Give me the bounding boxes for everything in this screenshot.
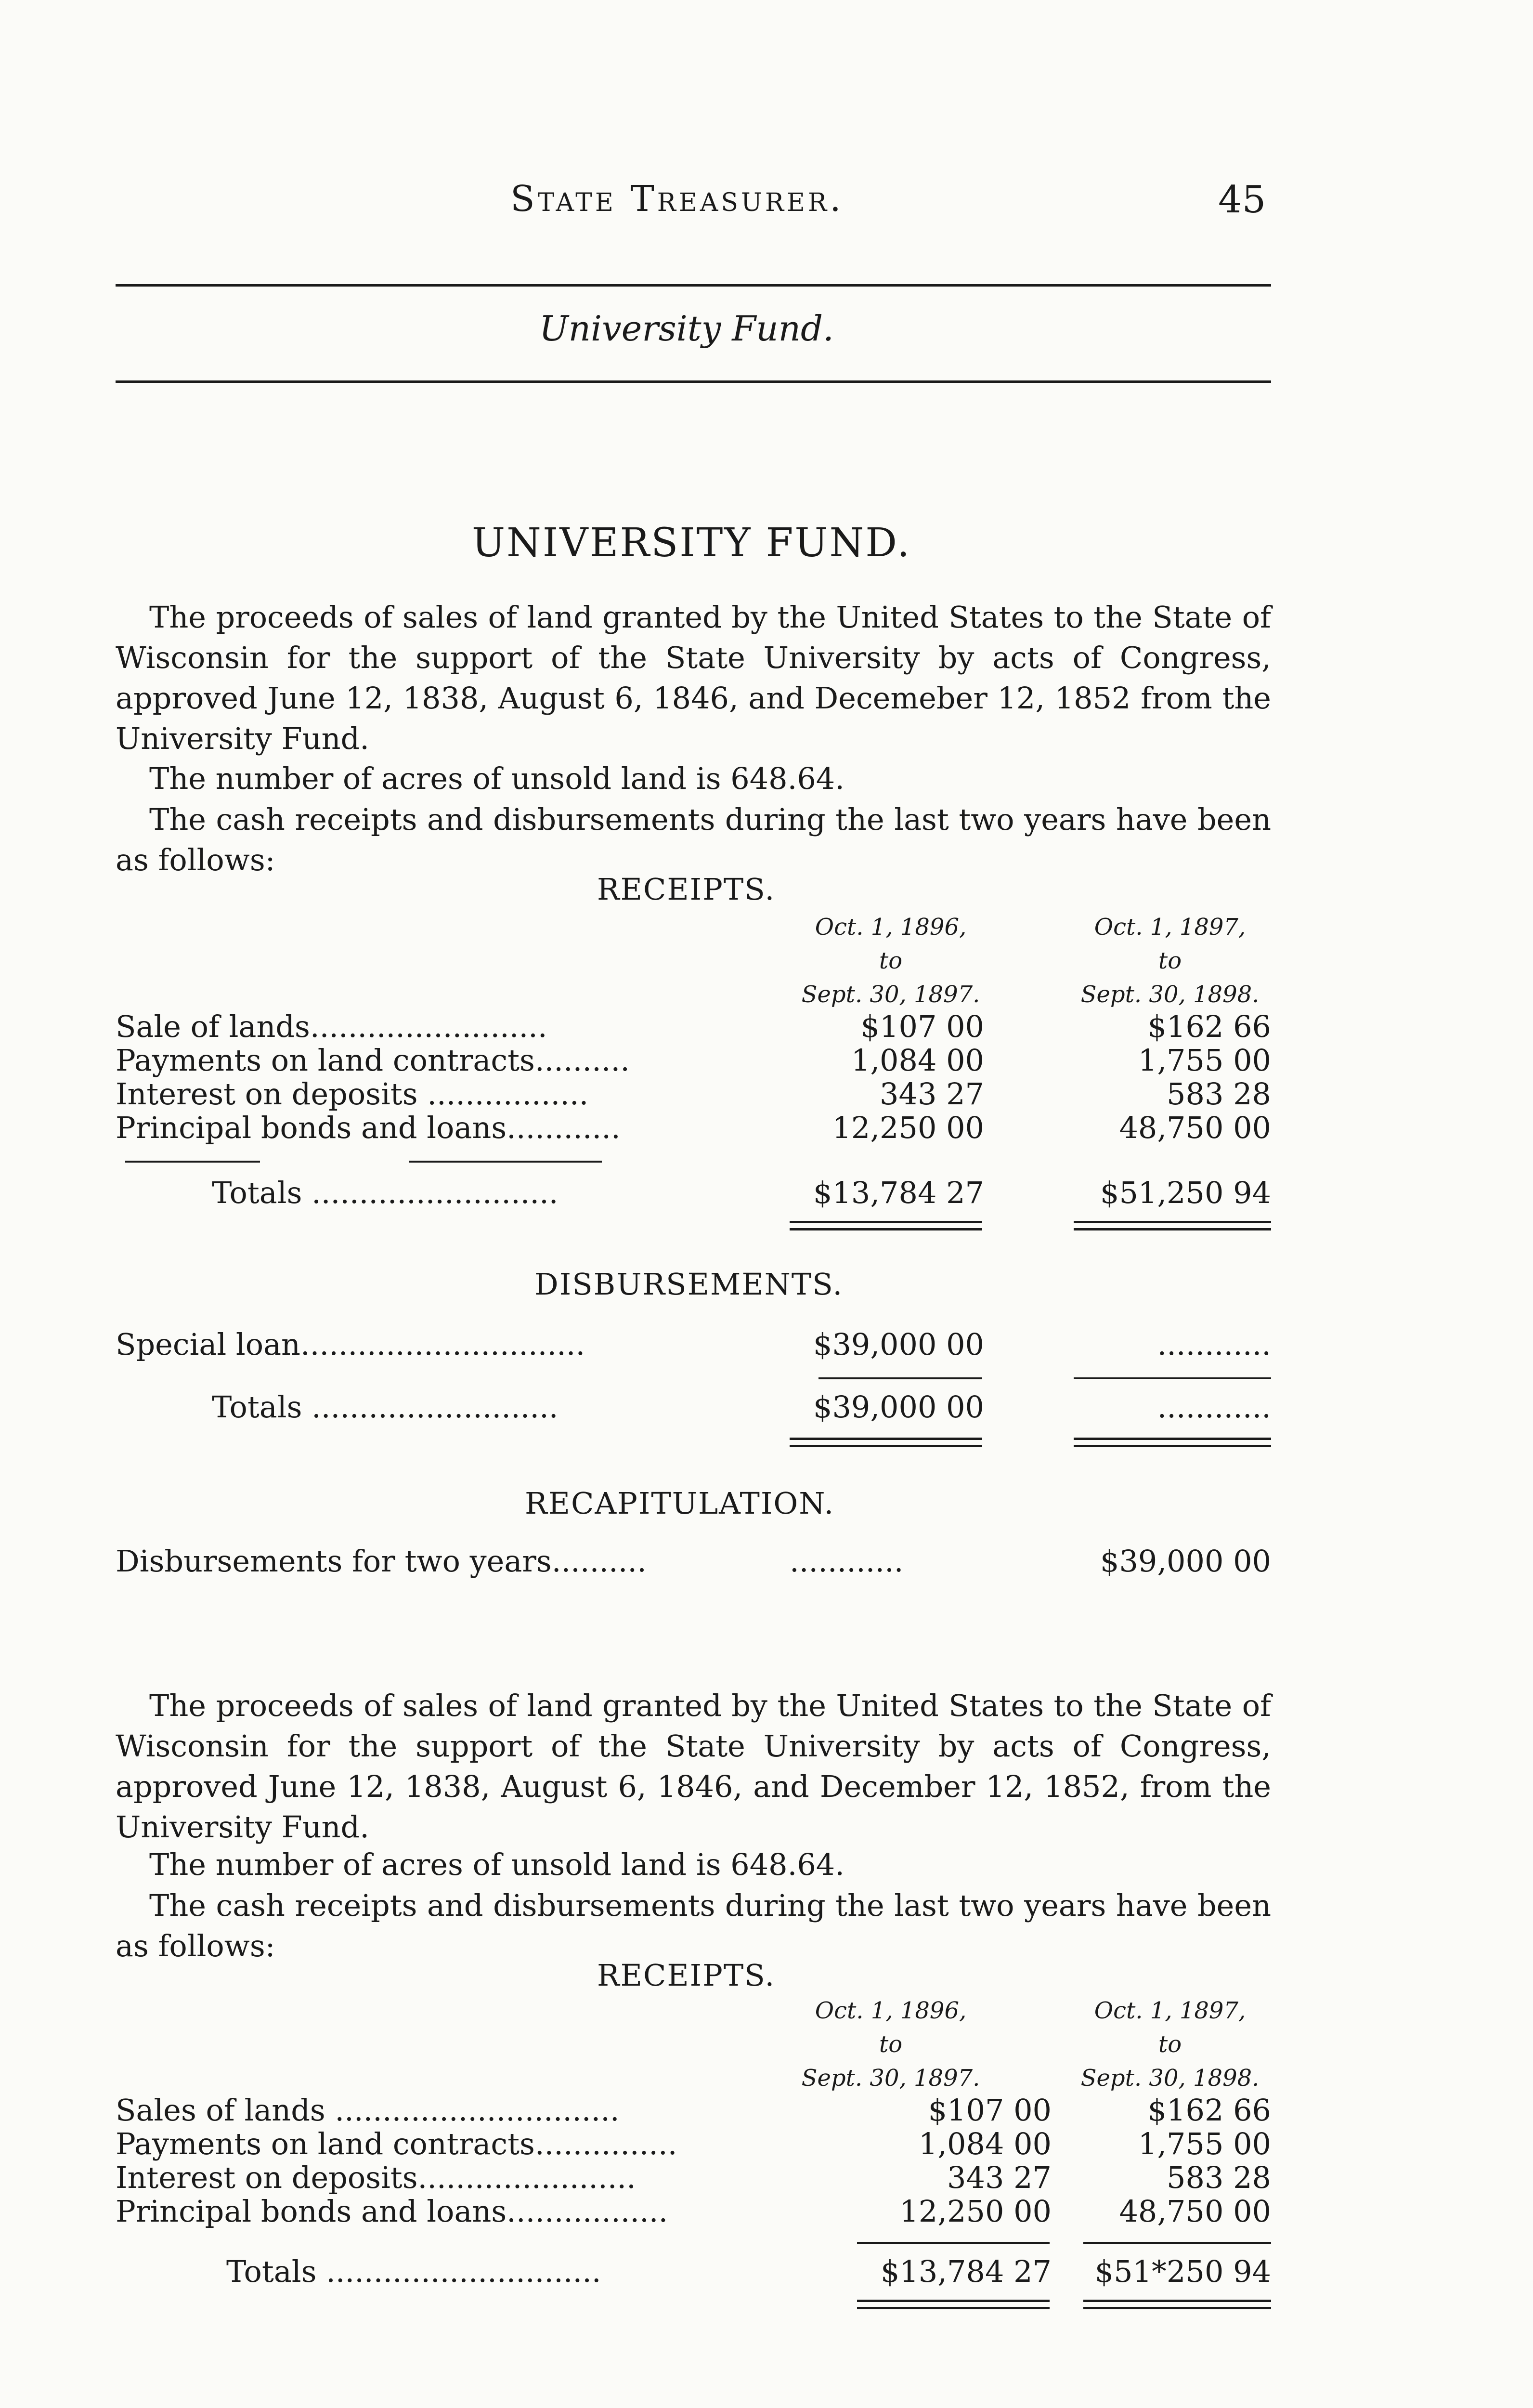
block1-row-label: Sale of lands......................... xyxy=(116,1009,547,1044)
block1-column-header-2: Oct. 1, 1897, to Sept. 30, 1898. xyxy=(1080,914,1260,1008)
block2-rule-2 xyxy=(1083,2242,1271,2244)
block2-row-label: Payments on land contracts............... xyxy=(116,2126,677,2161)
disb-rule-1 xyxy=(818,1377,982,1379)
block2-double-rule-2 xyxy=(1083,2300,1271,2309)
block2-row-value-2: 583 28 xyxy=(1167,2160,1271,2195)
block2-row-label: Sales of lands .............................. xyxy=(116,2093,620,2128)
disb-totals-label: Totals .......................... xyxy=(212,1389,559,1425)
special-loan-label: Special loan.............................. xyxy=(116,1327,585,1362)
block1-cash-paragraph: The cash receipts and disbursements during the last two years have been as follows: xyxy=(116,802,1271,877)
block1-row-value-1: $107 00 xyxy=(860,1009,984,1044)
block1-row-value-2: 1,755 00 xyxy=(1138,1043,1271,1078)
block1-row-label: Interest on deposits ................. xyxy=(116,1076,589,1112)
disb-totals-value-1: $39,000 00 xyxy=(813,1389,984,1425)
block2-totals-value-2: $51*250 94 xyxy=(1094,2254,1271,2289)
block2-row-value-1: $107 00 xyxy=(928,2093,1052,2128)
block2-totals-value-1: $13,784 27 xyxy=(881,2254,1052,2289)
disb-totals-value-2: ............ xyxy=(1157,1389,1271,1425)
block1-row-value-2: $162 66 xyxy=(1147,1009,1271,1044)
header-rule-top xyxy=(116,284,1271,287)
block1-row-value-1: 12,250 00 xyxy=(832,1110,984,1145)
block2-row-value-2: $162 66 xyxy=(1147,2093,1271,2128)
disb-double-rule-2 xyxy=(1074,1438,1271,1447)
block1-intro-paragraph: The proceeds of sales of land granted by the United States to the State of Wisconsin for the support of the State University by acts of Congress, approved June 12, 1838, August 6, 1846, and Decemeber 12, 1852 from the University Fund. xyxy=(116,600,1271,756)
block1-totals-label: Totals .......................... xyxy=(212,1175,559,1210)
section-title: UNIVERSITY FUND. xyxy=(472,520,911,566)
disb-double-rule-1 xyxy=(790,1438,982,1447)
block2-column-header-2: Oct. 1, 1897, to Sept. 30, 1898. xyxy=(1080,1997,1260,2092)
running-header-title: State Treasurer. xyxy=(510,178,844,220)
block2-totals-label: Totals ............................. xyxy=(226,2254,601,2289)
block2-receipts-heading: RECEIPTS. xyxy=(597,1958,776,1993)
recap-label: Disbursements for two years.......... xyxy=(116,1544,647,1579)
block2-row-value-1: 1,084 00 xyxy=(918,2126,1052,2161)
block1-row-label: Principal bonds and loans............ xyxy=(116,1110,621,1145)
block2-row-value-2: 1,755 00 xyxy=(1138,2126,1271,2161)
block1-acres-line: The number of acres of unsold land is 648.64. xyxy=(149,761,844,796)
block2-row-label: Principal bonds and loans................. xyxy=(116,2194,668,2229)
block1-column-header-1: Oct. 1, 1896, to Sept. 30, 1897. xyxy=(801,914,980,1008)
header-rule-bottom xyxy=(116,380,1271,383)
block2-row-value-1: 12,250 00 xyxy=(899,2194,1052,2229)
block1-row-value-2: 48,750 00 xyxy=(1119,1110,1271,1145)
block1-double-rule-1 xyxy=(790,1221,982,1230)
block1-rule-left xyxy=(125,1161,260,1163)
block2-cash-paragraph: The cash receipts and disbursements during the last two years have been as follows: xyxy=(116,1888,1271,1963)
block2-row-value-2: 48,750 00 xyxy=(1119,2194,1271,2229)
block1-row-label: Payments on land contracts.......... xyxy=(116,1043,630,1078)
block1-totals-value-1: $13,784 27 xyxy=(813,1175,984,1210)
special-loan-value-2: ............ xyxy=(1157,1327,1271,1362)
special-loan-value-1: $39,000 00 xyxy=(813,1327,984,1362)
block2-rule-1 xyxy=(857,2242,1050,2244)
block1-row-value-2: 583 28 xyxy=(1167,1076,1271,1112)
block2-intro-paragraph: The proceeds of sales of land granted by the United States to the State of Wisconsin for the support of the State University by acts of Congress, approved June 12, 1838, August 6, 1846, and December 12, 1852, from the University Fund. xyxy=(116,1688,1271,1845)
block1-row-value-1: 1,084 00 xyxy=(851,1043,984,1078)
block1-double-rule-2 xyxy=(1074,1221,1271,1230)
block1-row-value-1: 343 27 xyxy=(880,1076,984,1112)
block1-rule-mid xyxy=(409,1161,602,1163)
recap-dots: ............ xyxy=(790,1544,904,1579)
recapitulation-heading: RECAPITULATION. xyxy=(525,1486,835,1521)
block1-disbursements-heading: DISBURSEMENTS. xyxy=(534,1267,844,1302)
page-number: 45 xyxy=(1218,178,1266,222)
section-label: University Fund. xyxy=(539,308,834,349)
block2-row-value-1: 343 27 xyxy=(947,2160,1052,2195)
block2-row-label: Interest on deposits....................... xyxy=(116,2160,636,2195)
recap-value: $39,000 00 xyxy=(1100,1544,1271,1579)
block2-acres-line: The number of acres of unsold land is 648.64. xyxy=(149,1847,844,1882)
disb-rule-2 xyxy=(1074,1377,1271,1379)
block2-double-rule-1 xyxy=(857,2300,1050,2309)
block1-totals-value-2: $51,250 94 xyxy=(1100,1175,1271,1210)
block2-column-header-1: Oct. 1, 1896, to Sept. 30, 1897. xyxy=(801,1997,980,2092)
block1-receipts-heading: RECEIPTS. xyxy=(597,872,776,907)
